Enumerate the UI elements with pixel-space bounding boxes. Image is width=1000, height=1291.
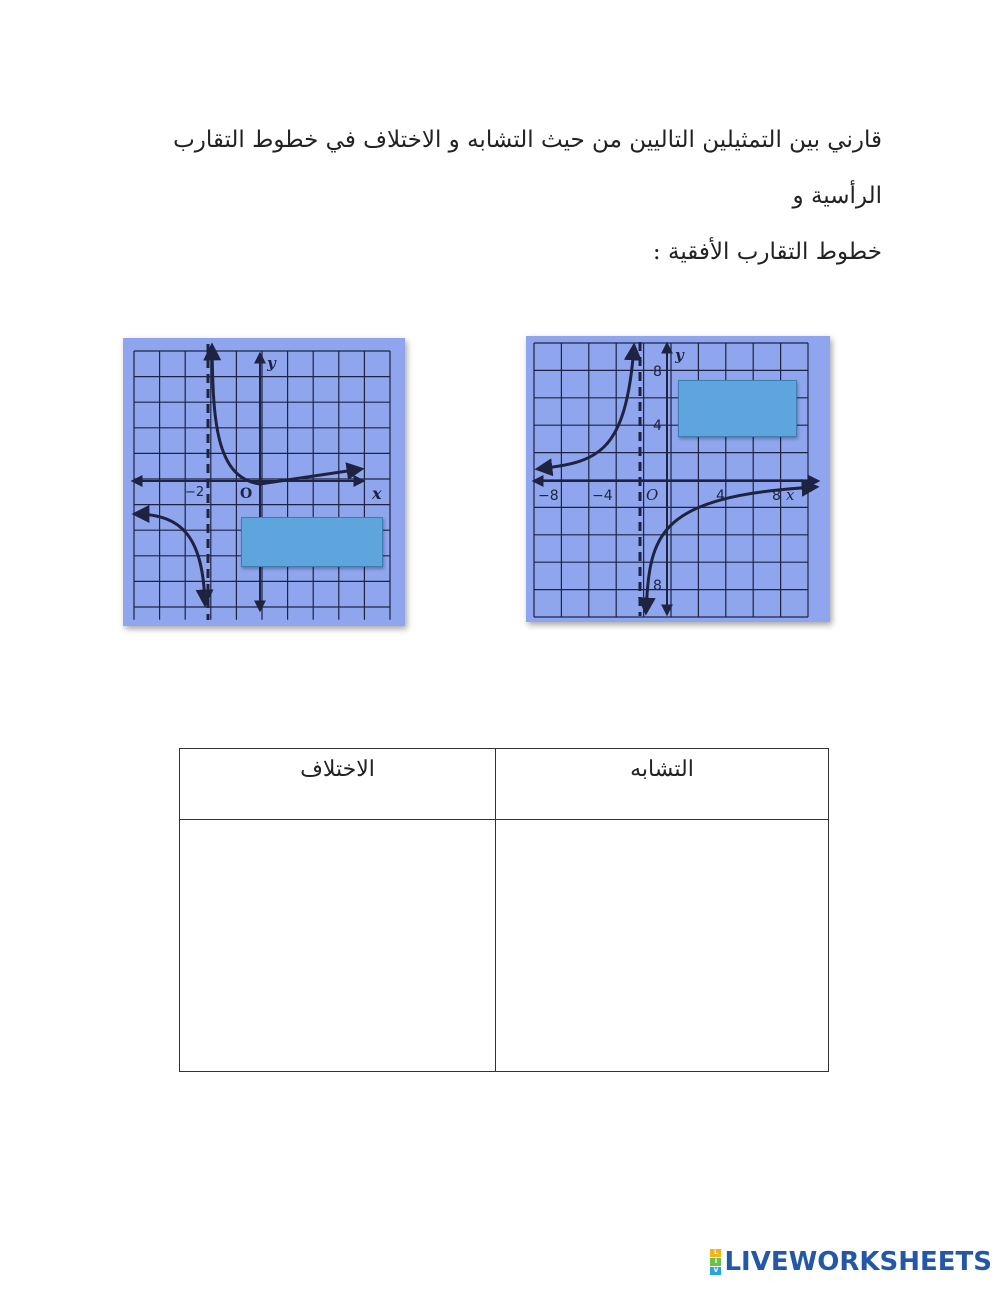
graph-left-tick-label: −2 <box>185 485 205 500</box>
cell-difference-answer[interactable] <box>180 820 496 1072</box>
graph-left-y-label: y <box>267 354 276 372</box>
graph-right-background <box>526 336 830 622</box>
logo-letter-v: V <box>710 1267 721 1275</box>
answer-box-right[interactable] <box>678 380 797 437</box>
graph-right <box>526 336 830 622</box>
graph-right-ytick-3: 8 <box>653 578 662 594</box>
graph-left-svg <box>123 338 405 626</box>
logo-letter-l: L <box>710 1249 721 1257</box>
header-similarity: التشابه <box>496 749 829 820</box>
graph-right-ytick-2: 4 <box>653 418 662 434</box>
graph-right-xtick-3: 4 <box>716 488 725 504</box>
graph-left-x-label: x <box>372 484 382 503</box>
brand-name: LIVEWORKSHEETS <box>724 1247 992 1277</box>
graph-right-xtick-1: −8 <box>538 488 559 504</box>
table-answer-row <box>180 820 829 1072</box>
graph-right-y-label: y <box>675 346 684 364</box>
graph-right-x-label: x <box>786 486 795 504</box>
graph-right-ytick-1: 8 <box>653 364 662 380</box>
instructions-line-2: خطوط التقارب الأفقية : <box>652 239 882 265</box>
liveworksheets-logo-icon <box>710 1249 721 1276</box>
graph-right-xtick-2: −4 <box>592 488 613 504</box>
liveworksheets-brand <box>710 1247 992 1277</box>
instructions-line-1: قارني بين التمثيلين التاليين من حيث التشابه و الاختلاف في خطوط التقارب الرأسية و <box>173 127 882 209</box>
answer-box-left[interactable] <box>241 517 383 567</box>
cell-similarity-answer[interactable] <box>496 820 829 1072</box>
header-difference: الاختلاف <box>180 749 496 820</box>
graph-right-origin: O <box>646 486 659 504</box>
graph-right-xtick-4: 8 <box>772 488 781 504</box>
comparison-table <box>179 748 829 1072</box>
graph-left-origin: O <box>240 486 253 502</box>
table-header-row <box>180 749 829 820</box>
instructions <box>120 112 882 280</box>
graph-left <box>123 338 405 626</box>
graph-right-svg <box>526 336 830 622</box>
logo-letter-i: I <box>710 1258 721 1266</box>
